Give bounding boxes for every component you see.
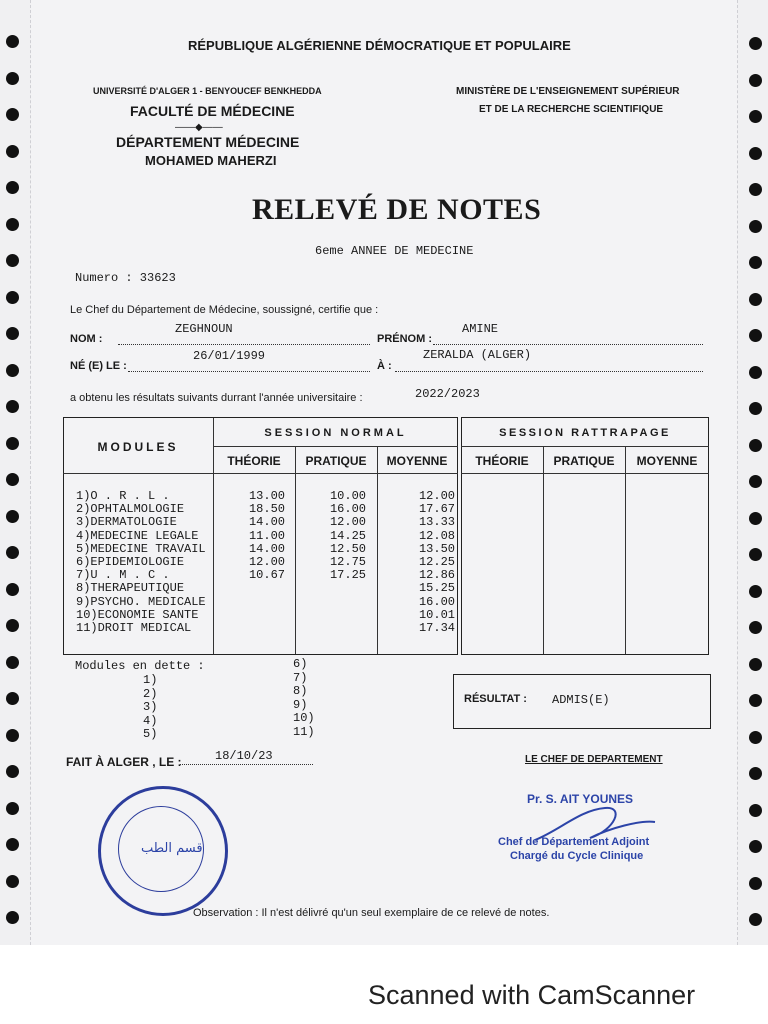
- ministry-line2: ET DE LA RECHERCHE SCIENTIFIQUE: [479, 104, 664, 115]
- punch-hole: [6, 108, 19, 121]
- punch-hole: [6, 583, 19, 596]
- punch-hole: [6, 145, 19, 158]
- prenom-value: AMINE: [462, 322, 499, 336]
- punch-hole: [749, 731, 762, 744]
- col-moyenne-rattrapage: MOYENNE: [636, 454, 698, 468]
- dette-item: 4): [143, 713, 158, 728]
- punch-hole: [749, 804, 762, 817]
- punch-hole: [749, 621, 762, 634]
- grade-theorie: 14.00: [248, 541, 285, 556]
- certify-text: Le Chef du Département de Médecine, soussigné, certifie que :: [70, 304, 379, 316]
- punch-hole: [6, 35, 19, 48]
- nom-value: ZEGHNOUN: [175, 322, 233, 336]
- grade-pratique: 12.00: [329, 515, 366, 530]
- fait-label: FAIT À ALGER , LE :: [66, 755, 182, 769]
- a-value: ZERALDA (ALGER): [423, 348, 532, 362]
- punch-hole: [6, 72, 19, 85]
- ministry-line1: MINISTÈRE DE L'ENSEIGNEMENT SUPÉRIEUR: [456, 86, 680, 97]
- grade-pratique: 10.00: [329, 489, 366, 503]
- punch-hole: [749, 694, 762, 707]
- republic-title: RÉPUBLIQUE ALGÉRIENNE DÉMOCRATIQUE ET POPULAIRE: [188, 38, 571, 53]
- dette-item: 8): [293, 684, 308, 698]
- year-label: 6eme ANNEE DE MEDECINE: [315, 244, 474, 258]
- punch-hole: [6, 765, 19, 778]
- results-text: a obtenu les résultats suivants durrant l'année universitaire :: [70, 392, 363, 404]
- module-name: 2)OPHTALMOLOGIE: [76, 502, 185, 517]
- col-theorie: THÉORIE: [227, 454, 281, 468]
- ne-label: NÉ (E) LE :: [70, 360, 127, 372]
- modules-header: MODULES: [97, 440, 179, 454]
- dette-item: 1): [143, 673, 158, 687]
- table-rattrapage-box: [461, 417, 709, 655]
- numero: Numero : 33623: [75, 271, 176, 285]
- resultat-label: RÉSULTAT :: [464, 693, 527, 705]
- grade-theorie: 12.00: [248, 555, 285, 569]
- punch-hole: [6, 254, 19, 267]
- grade-theorie: 10.67: [248, 568, 285, 583]
- dette-label: Modules en dette :: [75, 659, 205, 673]
- punch-hole: [749, 37, 762, 50]
- module-name: 5)MEDECINE TRAVAIL: [76, 541, 206, 556]
- col-moyenne: MOYENNE: [386, 454, 448, 468]
- official-stamp: قسم الطب: [98, 786, 228, 916]
- dette-item: 3): [143, 700, 158, 714]
- grade-pratique: 14.25: [329, 528, 366, 543]
- grade-theorie: 11.00: [248, 528, 285, 543]
- grade-moyenne: 17.34: [418, 621, 455, 635]
- punch-hole: [6, 181, 19, 194]
- grade-theorie: 18.50: [248, 502, 285, 517]
- punch-hole: [749, 293, 762, 306]
- punch-hole: [6, 875, 19, 888]
- punch-hole: [6, 546, 19, 559]
- punch-hole: [6, 473, 19, 486]
- col-pratique: PRATIQUE: [305, 454, 367, 468]
- module-name: 6)EPIDEMIOLOGIE: [76, 555, 185, 569]
- grade-moyenne: 13.50: [418, 541, 455, 556]
- signatory-role2: Chargé du Cycle Clinique: [510, 850, 644, 862]
- camscanner-watermark: Scanned with CamScanner: [368, 980, 696, 1010]
- dette-item: 7): [293, 670, 308, 685]
- punch-hole: [6, 218, 19, 231]
- punch-hole: [749, 366, 762, 379]
- grade-moyenne: 12.86: [418, 568, 455, 583]
- department-name: DÉPARTEMENT MÉDECINE: [116, 134, 300, 150]
- punch-hole: [6, 911, 19, 924]
- grade-moyenne: 15.25: [418, 581, 455, 596]
- signatory-role1: Chef de Département Adjoint: [498, 836, 650, 848]
- punch-hole: [749, 402, 762, 415]
- punch-hole: [6, 729, 19, 742]
- grade-moyenne: 13.33: [418, 515, 455, 530]
- grade-moyenne: 17.67: [418, 502, 455, 517]
- module-name: 3)DERMATOLOGIE: [76, 515, 177, 530]
- punch-hole: [6, 619, 19, 632]
- grade-theorie: 13.00: [248, 489, 285, 503]
- module-name: 4)MEDECINE LEGALE: [76, 528, 199, 543]
- university-name: UNIVERSITÉ D'ALGER 1 - BENYOUCEF BENKHEDDA: [93, 86, 322, 96]
- punch-hole: [749, 840, 762, 853]
- module-name: 9)PSYCHO. MEDICALE: [76, 594, 206, 609]
- session-normal-header: SESSION NORMAL: [264, 427, 407, 439]
- grade-theorie: 14.00: [248, 515, 285, 530]
- grade-pratique: 16.00: [329, 502, 366, 517]
- fait-date: 18/10/23: [215, 749, 273, 763]
- grade-moyenne: 12.25: [418, 555, 455, 569]
- grade-moyenne: 16.00: [418, 594, 455, 609]
- punch-hole: [6, 364, 19, 377]
- punch-hole: [749, 220, 762, 233]
- col-theorie-rattrapage: THÉORIE: [475, 454, 529, 468]
- dette-item: 9): [293, 697, 308, 712]
- punch-hole: [749, 767, 762, 780]
- module-name: 10)ECONOMIE SANTE: [76, 607, 199, 622]
- grade-moyenne: 10.01: [418, 607, 455, 622]
- punch-hole: [749, 512, 762, 525]
- dette-item: 6): [293, 657, 308, 671]
- grade-pratique: 12.50: [329, 541, 366, 556]
- dette-item: 10): [293, 711, 315, 725]
- a-label: À :: [377, 360, 392, 372]
- punch-hole: [749, 439, 762, 452]
- faculty-name: FACULTÉ DE MÉDECINE: [130, 103, 295, 119]
- punch-hole: [6, 510, 19, 523]
- dette-item: 5): [143, 727, 158, 741]
- punch-hole: [749, 475, 762, 488]
- punch-hole: [749, 74, 762, 87]
- grade-moyenne: 12.08: [418, 528, 455, 543]
- department-subname: MOHAMED MAHERZI: [145, 153, 277, 168]
- ornament-divider: ——◆——: [175, 122, 223, 133]
- signatory-name: Pr. S. AIT YOUNES: [527, 792, 634, 806]
- punch-hole: [749, 877, 762, 890]
- punch-hole: [749, 110, 762, 123]
- module-name: 11)DROIT MEDICAL: [76, 621, 192, 635]
- resultat-value: ADMIS(E): [552, 693, 610, 707]
- punch-hole: [6, 838, 19, 851]
- punch-hole: [749, 329, 762, 342]
- punch-hole: [6, 656, 19, 669]
- chef-label: LE CHEF DE DEPARTEMENT: [525, 754, 663, 765]
- module-name: 8)THERAPEUTIQUE: [76, 581, 185, 596]
- punch-hole: [6, 327, 19, 340]
- punch-hole: [749, 585, 762, 598]
- punch-hole: [749, 913, 762, 926]
- punch-hole: [749, 548, 762, 561]
- grade-pratique: 12.75: [329, 555, 366, 569]
- observation: Observation : Il n'est délivré qu'un seul exemplaire de ce relevé de notes.: [193, 907, 550, 919]
- punch-hole: [6, 692, 19, 705]
- module-name: 7)U . M . C .: [76, 568, 170, 583]
- module-name: 1)O . R . L .: [76, 489, 170, 503]
- tractor-edge-right: [737, 0, 768, 945]
- grade-pratique: 17.25: [329, 568, 366, 583]
- punch-hole: [749, 183, 762, 196]
- annee-value: 2022/2023: [415, 387, 480, 401]
- punch-hole: [6, 400, 19, 413]
- nom-label: NOM :: [70, 333, 103, 345]
- punch-hole: [6, 291, 19, 304]
- punch-hole: [6, 437, 19, 450]
- dette-item: 11): [293, 724, 315, 739]
- ne-value: 26/01/1999: [193, 349, 266, 363]
- col-pratique-rattrapage: PRATIQUE: [553, 454, 615, 468]
- dette-item: 2): [143, 686, 158, 701]
- session-rattrapage-header: SESSION RATTRAPAGE: [499, 427, 671, 439]
- punch-hole: [749, 256, 762, 269]
- punch-hole: [749, 147, 762, 160]
- prenom-label: PRÉNOM :: [377, 333, 432, 345]
- punch-hole: [749, 658, 762, 671]
- punch-hole: [6, 802, 19, 815]
- grade-moyenne: 12.00: [418, 489, 455, 503]
- document-title: RELEVÉ DE NOTES: [252, 193, 542, 226]
